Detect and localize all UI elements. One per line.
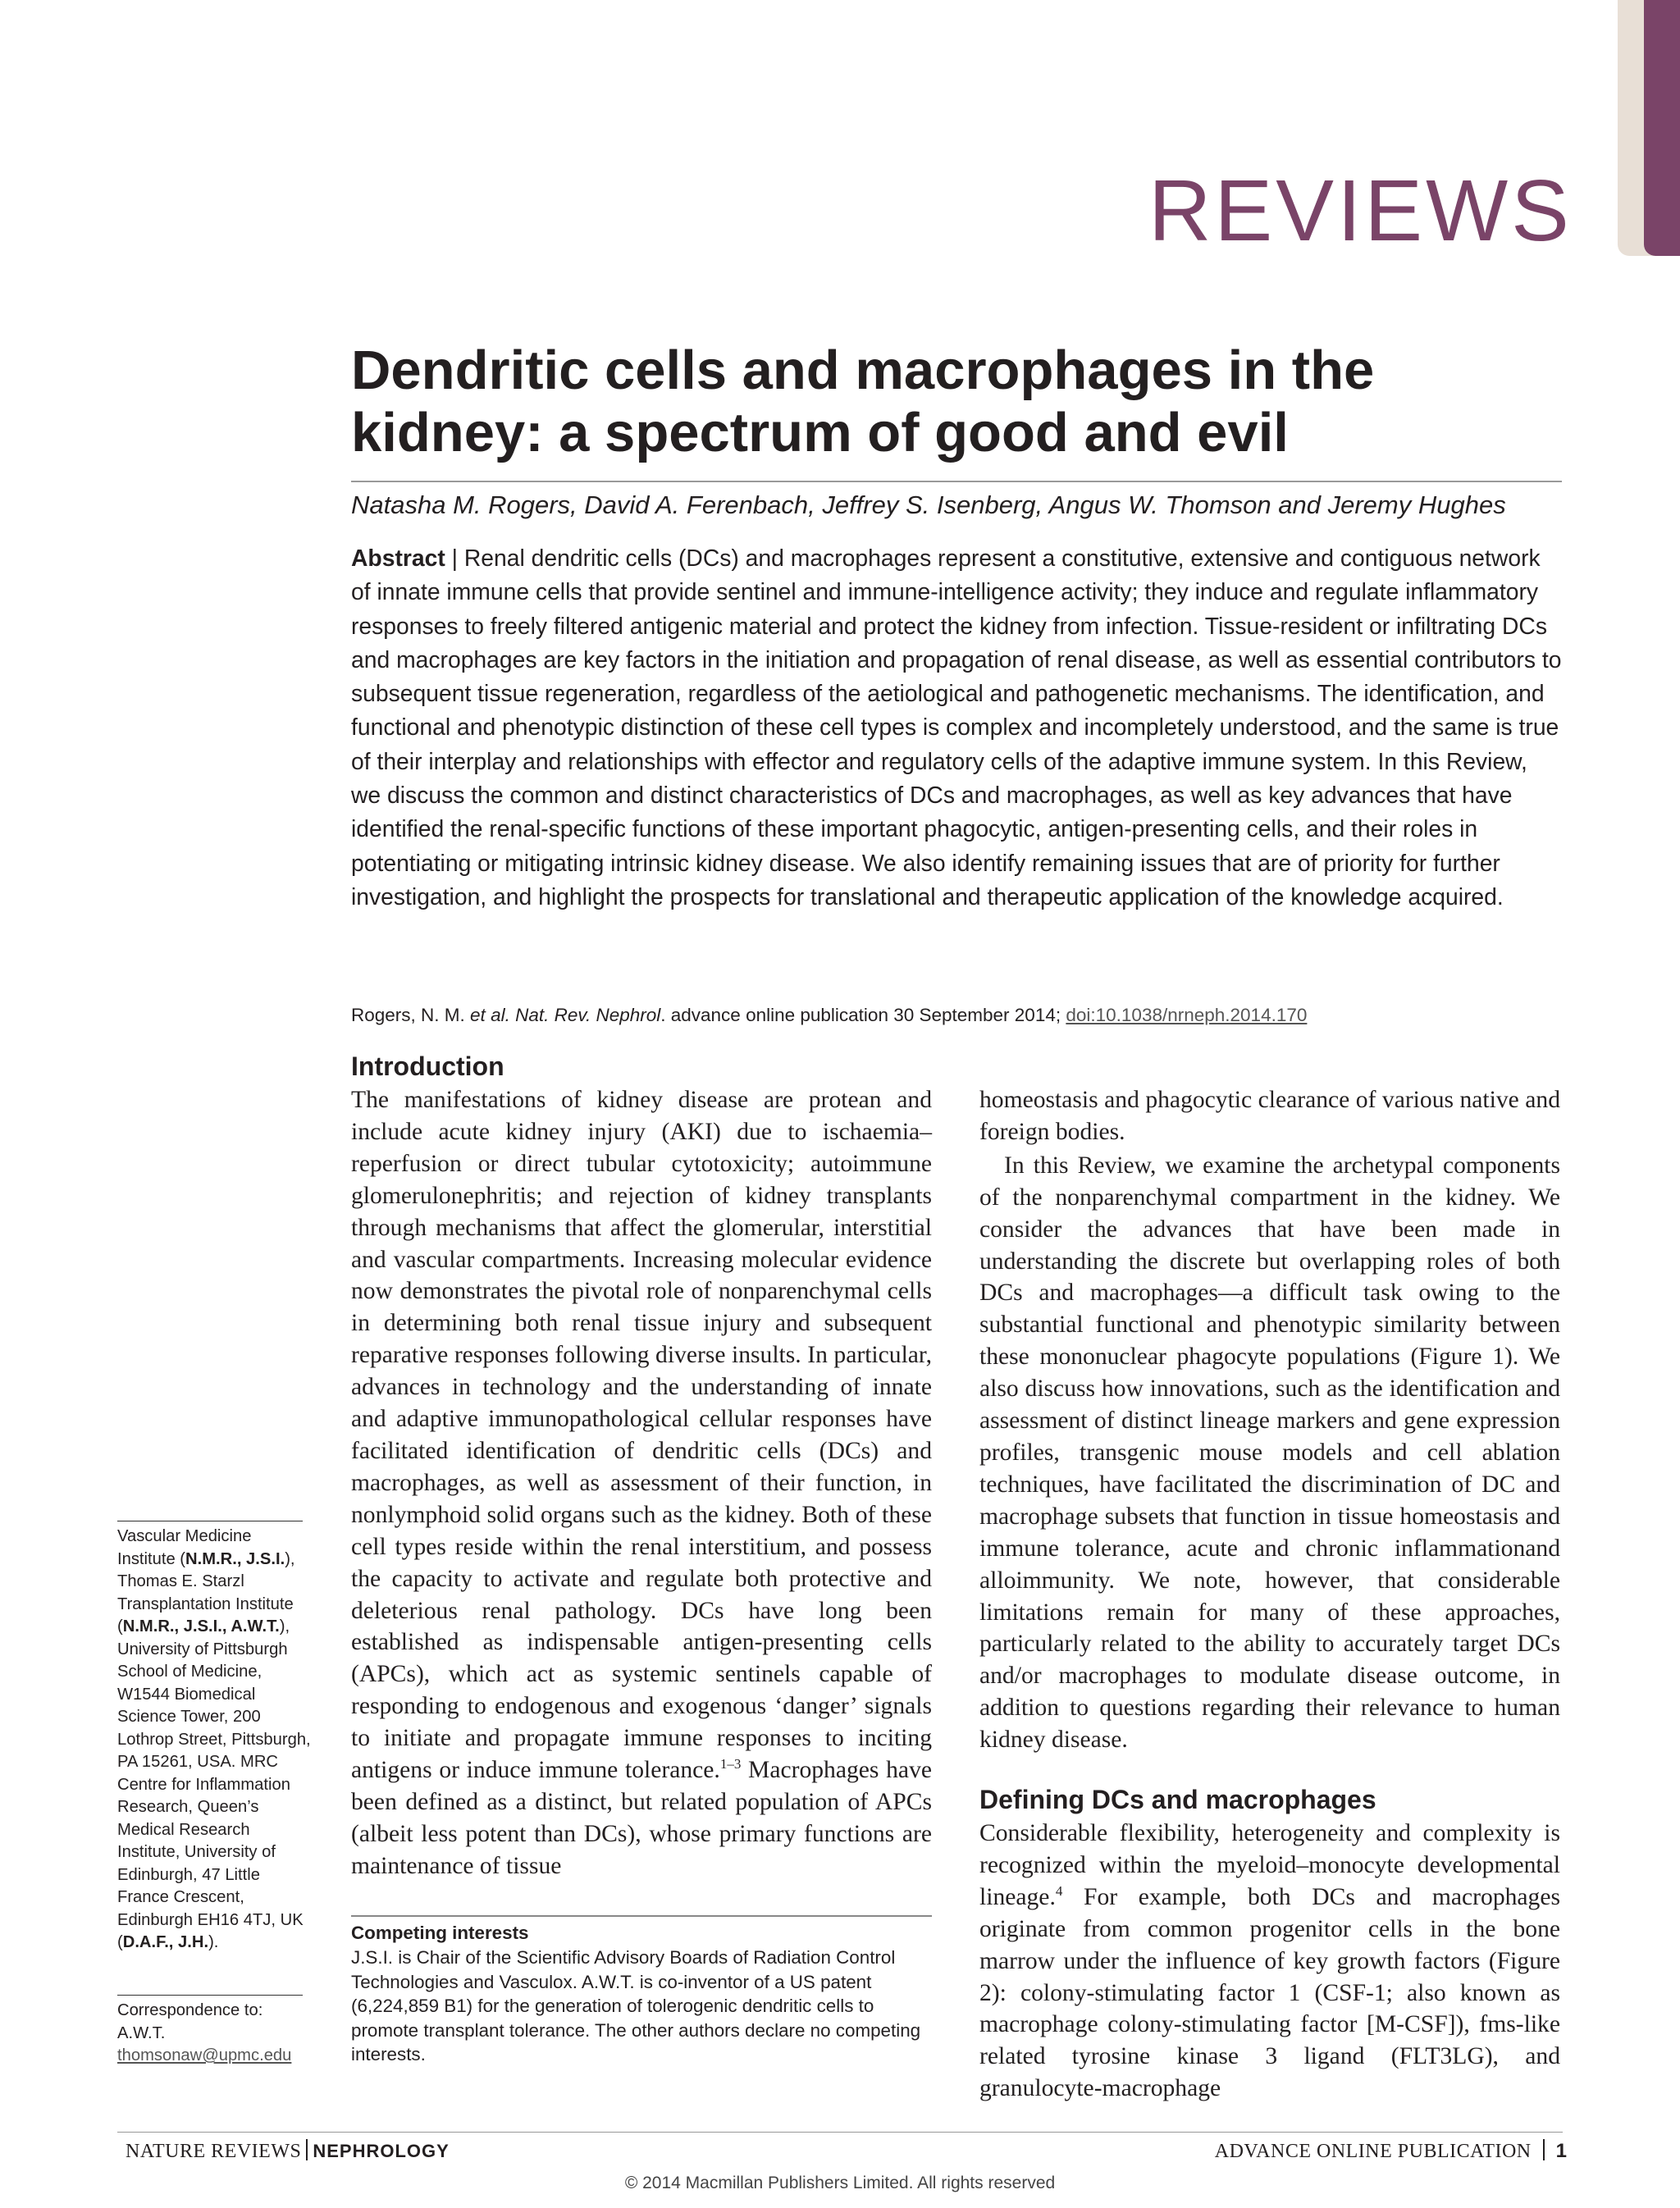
abstract-separator: | [445,545,464,571]
section-label: REVIEWS [1148,162,1573,259]
page-number: 1 [1555,2140,1567,2162]
affiliations [117,1526,311,1955]
defining-text-a: Considerable flexibility, heterogeneity and complexity is recognized within the myeloid–monocyte developmental lineage. [979,1820,1560,1910]
affiliation-initials: D.A.F., J.H. [122,1933,209,1951]
introduction-column-2 [979,1084,1560,1756]
affiliation-text: ), University of Pittsburgh School of Medicine, W1544 Biomedical Science Tower, 200 Lothrop Street, Pittsburgh, PA 15261, USA. MRC Centre for Inflammation Research, Queen’s Medical Research Institute, University of Edinburgh, 47 Little France Crescent, Edinburgh EH16 4TJ, UK ( [117,1617,311,1951]
article-title: Dendritic cells and macrophages in the kidney: a spectrum of good and evil [351,340,1375,463]
intro-paragraph-1-continued: homeostasis and phagocytic clearance of various native and foreign bodies. [979,1087,1560,1145]
title-divider [351,481,1562,482]
footer-separator [306,2139,308,2160]
citation-authors: Rogers, N. M. [351,1005,465,1025]
footer-journal: NATURE REVIEWS [126,2141,302,2162]
citation-etal: et al. [470,1005,510,1025]
correspondence [117,2000,311,2068]
correspondence-email-link[interactable]: thomsonaw@upmc.edu [117,2046,292,2064]
reference-superscript[interactable]: 4 [1055,1882,1063,1899]
defining-heading: Defining DCs and macrophages [979,1785,1376,1814]
correspondence-label: Correspondence to: [117,2001,263,2019]
side-tab-accent [1644,0,1680,256]
abstract [351,541,1562,914]
copyright-notice: © 2014 Macmillan Publishers Limited. All rights reserved [624,2174,1056,2192]
affiliation-initials: N.M.R., J.S.I. [185,1549,285,1568]
intro-paragraph-2: In this Review, we examine the archetypal components of the nonparenchymal compartment in the kidney. We consider the advances that have been made in understanding the discrete but overlapping roles of both DCs and macrophages—a difficult task owing to the substantial functional and phenotypic similarity between these mononuclear phagocyte populations (Figure 1). We also discuss how innovations, such as the identification and assessment of distinct lineage markers and gene expression profiles, transgenic mouse models and cell ablation techniques, have facilitated the discrimination of DC and macrophage subsets that function in tissue homeostasis and immune tolerance, acute and chronic inflammationand alloimmunity. We note, however, that considerable limitations remain for many of these approaches, particularly related to the ability to accurately target DCs and/or macrophages to modulate disease outcome, in addition to questions regarding their relevance to human kidney disease. [979,1152,1560,1754]
affiliation-text: ). [208,1933,219,1951]
competing-interests-divider [351,1915,932,1917]
citation-journal: Nat. Rev. Nephrol [515,1005,661,1025]
defining-paragraph [979,1818,1560,2105]
competing-interests-heading: Competing interests [351,1923,529,1943]
introduction-heading: Introduction [351,1052,504,1081]
intro-paragraph-1: The manifestations of kidney disease are protean and include acute kidney injury (AKI) due to ischaemia–reperfusion or direct tubular cytotoxicity; autoimmune glomerulonephritis; and rejection of kidney transplants through mechanisms that affect the glomerular, interstitial and vascular compartments. Increasing molecular evidence now demonstrates the pivotal role of nonparenchymal cells in determining both renal tissue injury and subsequent reparative responses following diverse insults. In particular, advances in technology and the understanding of innate and adaptive immunopathological cellular responses have facilitated identification of dendritic cells (DCs) and macrophages, as well as assessment of their function, in nonlymphoid solid organs such as the kidney. Both of these cell types reside within the renal interstitium, and possess the capacity to activate and regulate both protective and deleterious renal pathology. DCs have long been established as indispensable antigen-presenting cells (APCs), which act as systemic sentinels capable of responding to endogenous and exogenous ‘danger’ signals to initiate and propagate immune responses to inciting antigens or induce immune tolerance. [351,1087,932,1784]
footer-divider [117,2132,1563,2133]
footer-journal-name [126,2139,450,2164]
citation-line [351,1002,1562,1029]
footer-publication-type: ADVANCE ONLINE PUBLICATION [1214,2141,1532,2162]
intro-paragraph-1-tail: Macrophages have been defined as a distinct, but related population of APCs (albeit less potent than DCs), whose primary functions are maintenance of tissue [351,1757,933,1879]
abstract-label: Abstract [351,545,445,571]
competing-interests-text: J.S.I. is Chair of the Scientific Advisory Boards of Radiation Control Technologies and Vasculox. A.W.T. is co-inventor of a US patent (6,224,859 B1) for the generation of tolerogenic dendritic cells to promote transplant tolerance. The other authors declare no competing interests. [351,1947,921,2064]
affiliation-initials: N.M.R., J.S.I., A.W.T. [122,1617,280,1635]
footer-publication [1215,2139,1567,2164]
citation-details: . advance online publication 30 September 2014; [660,1005,1066,1025]
footer-section: NEPHROLOGY [313,2141,450,2161]
reference-superscript[interactable]: 1–3 [719,1756,742,1772]
correspondence-name: A.W.T. [117,2023,166,2042]
correspondence-divider [117,1995,303,1996]
affiliation-text: Vascular Medicine Institute ( [117,1527,252,1568]
introduction-column-1 [351,1084,932,1882]
doi-link[interactable]: doi:10.1038/nrneph.2014.170 [1066,1005,1308,1025]
footer-separator [1543,2139,1545,2160]
affiliation-text: ), Thomas E. Starzl Transplantation Institute ( [117,1549,295,1635]
defining-text-b: For example, both DCs and macrophages originate from common progenitor cells in the bone marrow under the influence of key growth factors (Figure 2): colony-stimulating factor 1 (CSF-1; also known as macrophage colony-stimulating factor [M-CSF]), fms-like related tyrosine kinase 3 ligand (FLT3LG), and granulocyte-macrophage [979,1883,1560,2102]
abstract-text: Renal dendritic cells (DCs) and macrophages represent a constitutive, extensive and contiguous network of innate immune cells that provide sentinel and immune-intelligence activity; they induce and regulate inflammatory responses to freely filtered antigenic material and protect the kidney from infection. Tissue-resident or infiltrating DCs and macrophages are key factors in the initiation and propagation of renal disease, as well as essential contributors to subsequent tissue regeneration, regardless of the aetiological and pathogenetic mechanisms. The identification, and functional and phenotypic distinction of these cell types is complex and incompletely understood, and the same is true of their interplay and relationships with effector and regulatory cells of the adaptive immune system. In this Review, we discuss the common and distinct characteristics of DCs and macrophages, as well as key advances that have identified the renal-specific functions of these important phagocytic, antigen-presenting cells, and their roles in potentiating or mitigating intrinsic kidney disease. We also identify remaining issues that are of priority for further investigation, and highlight the prospects for translational and therapeutic application of the knowledge acquired. [351,545,1562,910]
author-list: Natasha M. Rogers, David A. Ferenbach, Jeffrey S. Isenberg, Angus W. Thomson and Jeremy Hughes [351,490,1506,519]
